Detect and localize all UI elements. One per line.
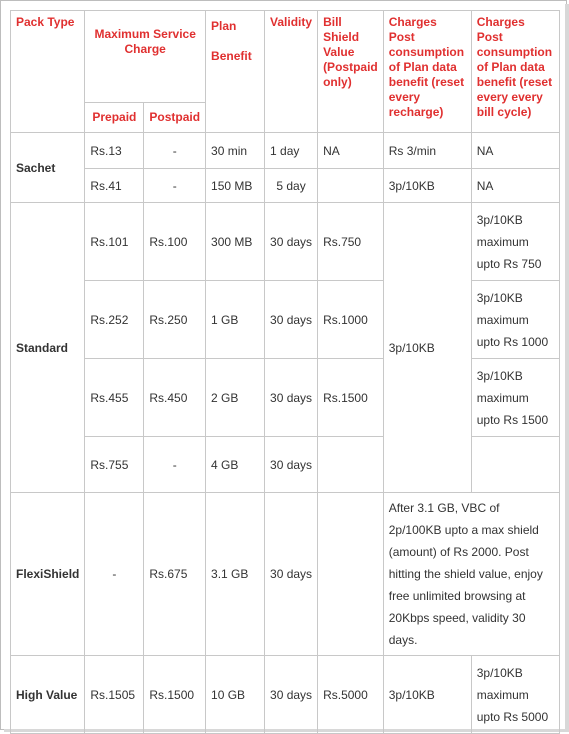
charge-recharge-cell: 3p/10KB (383, 203, 471, 493)
charge-bill-cell: 3p/10KB maximum upto Rs 1000 (471, 281, 559, 359)
bill-shield-cell (318, 493, 384, 656)
prepaid-cell: - (85, 493, 144, 656)
plan-benefit-cell: 150 MB (206, 169, 265, 203)
validity-cell: 30 days (265, 493, 318, 656)
postpaid-cell: Rs.675 (144, 493, 206, 656)
table-row (11, 203, 560, 281)
prepaid-cell: Rs.101 (85, 203, 144, 281)
pack-label-sachet: Sachet (11, 133, 85, 203)
header-charges-recharge: Charges Post consumption of Plan data benefit (reset every recharge) (383, 11, 471, 133)
charge-bill-cell: 3p/10KB maximum upto Rs 5000 (471, 656, 559, 734)
prepaid-cell: Rs.41 (85, 169, 144, 203)
header-pack-type: Pack Type (11, 11, 85, 133)
validity-cell: 30 days (265, 359, 318, 437)
bill-shield-cell: Rs.750 (318, 203, 384, 281)
charge-bill-cell: NA (471, 133, 559, 169)
postpaid-cell: - (144, 437, 206, 493)
validity-cell: 5 day (265, 169, 318, 203)
bill-shield-cell (318, 437, 384, 493)
header-charges-bill-cycle: Charges Post consumption of Plan data benefit (reset every every bill cycle) (471, 11, 559, 133)
header-plan-benefit: Plan Benefit (206, 11, 265, 133)
header-postpaid: Postpaid (144, 103, 206, 133)
prepaid-cell: Rs.455 (85, 359, 144, 437)
header-bill-shield: Bill Shield Value (Postpaid only) (318, 11, 384, 133)
charge-recharge-cell: 3p/10KB (383, 169, 471, 203)
table-row (11, 493, 560, 656)
postpaid-cell: Rs.250 (144, 281, 206, 359)
plan-benefit-cell: 30 min (206, 133, 265, 169)
prepaid-cell: Rs.13 (85, 133, 144, 169)
pack-label-high-value: High Value (11, 656, 85, 734)
pack-label-standard: Standard (11, 203, 85, 493)
postpaid-cell: - (144, 169, 206, 203)
postpaid-cell: - (144, 133, 206, 169)
bill-shield-cell: Rs.5000 (318, 656, 384, 734)
prepaid-cell: Rs.252 (85, 281, 144, 359)
plan-benefit-cell: 300 MB (206, 203, 265, 281)
table-row (11, 656, 560, 734)
prepaid-cell: Rs.1505 (85, 656, 144, 734)
postpaid-cell: Rs.100 (144, 203, 206, 281)
bill-shield-cell: Rs.1000 (318, 281, 384, 359)
table-row (11, 169, 560, 203)
bill-shield-cell (318, 169, 384, 203)
prepaid-cell: Rs.755 (85, 437, 144, 493)
plan-benefit-cell: 4 GB (206, 437, 265, 493)
postpaid-cell: Rs.450 (144, 359, 206, 437)
validity-cell: 30 days (265, 656, 318, 734)
postpaid-cell: Rs.1500 (144, 656, 206, 734)
data-plan-table (10, 10, 560, 734)
charge-bill-cell: 3p/10KB maximum upto Rs 1500 (471, 359, 559, 437)
plan-benefit-cell: 3.1 GB (206, 493, 265, 656)
charge-bill-cell: NA (471, 169, 559, 203)
plan-benefit-cell: 10 GB (206, 656, 265, 734)
table-row (11, 133, 560, 169)
bill-shield-cell: Rs.1500 (318, 359, 384, 437)
header-validity: Validity (265, 11, 318, 133)
charges-combined-cell: After 3.1 GB, VBC of 2p/100KB upto a max shield (amount) of Rs 2000. Post hitting the shield value, enjoy free unlimited browsing at 20Kbps speed, validity 30 days. (383, 493, 559, 656)
table-row (11, 281, 560, 359)
validity-cell: 1 day (265, 133, 318, 169)
charge-bill-cell (471, 437, 559, 493)
table-row (11, 437, 560, 493)
validity-cell: 30 days (265, 281, 318, 359)
charge-recharge-cell: Rs 3/min (383, 133, 471, 169)
header-prepaid: Prepaid (85, 103, 144, 133)
charge-recharge-cell: 3p/10KB (383, 656, 471, 734)
table-row (11, 359, 560, 437)
charge-bill-cell: 3p/10KB maximum upto Rs 750 (471, 203, 559, 281)
pack-label-flexishield: FlexiShield (11, 493, 85, 656)
header-max-service-charge: Maximum Service Charge (85, 11, 206, 103)
plan-benefit-cell: 1 GB (206, 281, 265, 359)
validity-cell: 30 days (265, 203, 318, 281)
bill-shield-cell: NA (318, 133, 384, 169)
plan-benefit-cell: 2 GB (206, 359, 265, 437)
frame-shadow-right (565, 4, 569, 732)
validity-cell: 30 days (265, 437, 318, 493)
